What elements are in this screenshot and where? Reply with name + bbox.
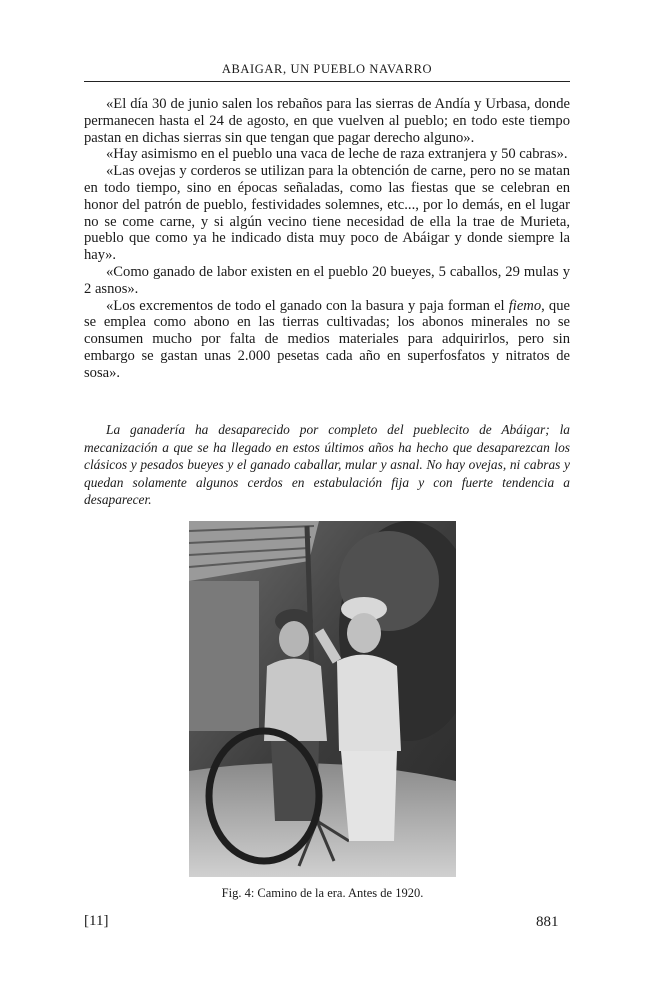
running-header: ABAIGAR, UN PUEBLO NAVARRO	[221, 62, 433, 76]
photo-illustration	[189, 521, 456, 877]
paragraph: «Las ovejas y corderos se utilizan para la obtención de carne, pero no se matan en todo tiempo, sino en épocas señaladas, como las fiestas que se celebran en honor del patrón de pueblo, festividades solemnes, etc..., por lo demás, en el lugar no se come carne, y si algún vecino tiene necesidad de ella la trae de Murieta, pueblo que como ya he indicado dista muy poco de Abáigar y donde siempre la hay».	[84, 163, 570, 264]
paragraph-text: , que se emplea como abono en las tierras cultivadas; los abonos minerales no se consumen mucho por falta de medios materiales para adquirirlos, pero sin embargo se gastan unas 2.000 pesetas cada año en superfosfatos y nitratos de sosa».	[84, 297, 570, 381]
italic-term: fiemo	[508, 297, 542, 314]
header-rule	[84, 81, 570, 82]
author-note: La ganadería ha desaparecido por completo del pueblecito de Abáigar; la mecanización a que se ha llegado en estos últimos años ha hecho que desaparezcan los clásicos y pesados bueyes y el ganado caballar, mular y asnal. No hay ovejas, ni cabras y quedan solamente algunos cerdos en estabulación fija y con fuerte tendencia a desaparecer.	[84, 422, 570, 508]
body-text	[84, 96, 570, 382]
paragraph: «Hay asimismo en el pueblo una vaca de leche de raza extranjera y 50 cabras».	[106, 146, 568, 163]
section-number: [11]	[84, 913, 109, 929]
paragraph-text: «Los excrementos de todo el ganado con la basura y paja forman el	[106, 297, 509, 314]
figure-caption: Fig. 4: Camino de la era. Antes de 1920.	[221, 886, 424, 900]
figure-photo	[189, 521, 456, 877]
page-number: 881	[536, 914, 559, 930]
paragraph: «El día 30 de junio salen los rebaños para las sierras de Andía y Urbasa, donde permanecen hasta el 24 de agosto, en que vuelven al pueblo; en todo este tiempo pastan en dichas sierras sin que tengan que pagar derecho alguno».	[84, 96, 570, 146]
paragraph: «Como ganado de labor existen en el pueblo 20 bueyes, 5 caballos, 29 mulas y 2 asnos».	[84, 263, 570, 297]
paragraph	[84, 298, 570, 382]
